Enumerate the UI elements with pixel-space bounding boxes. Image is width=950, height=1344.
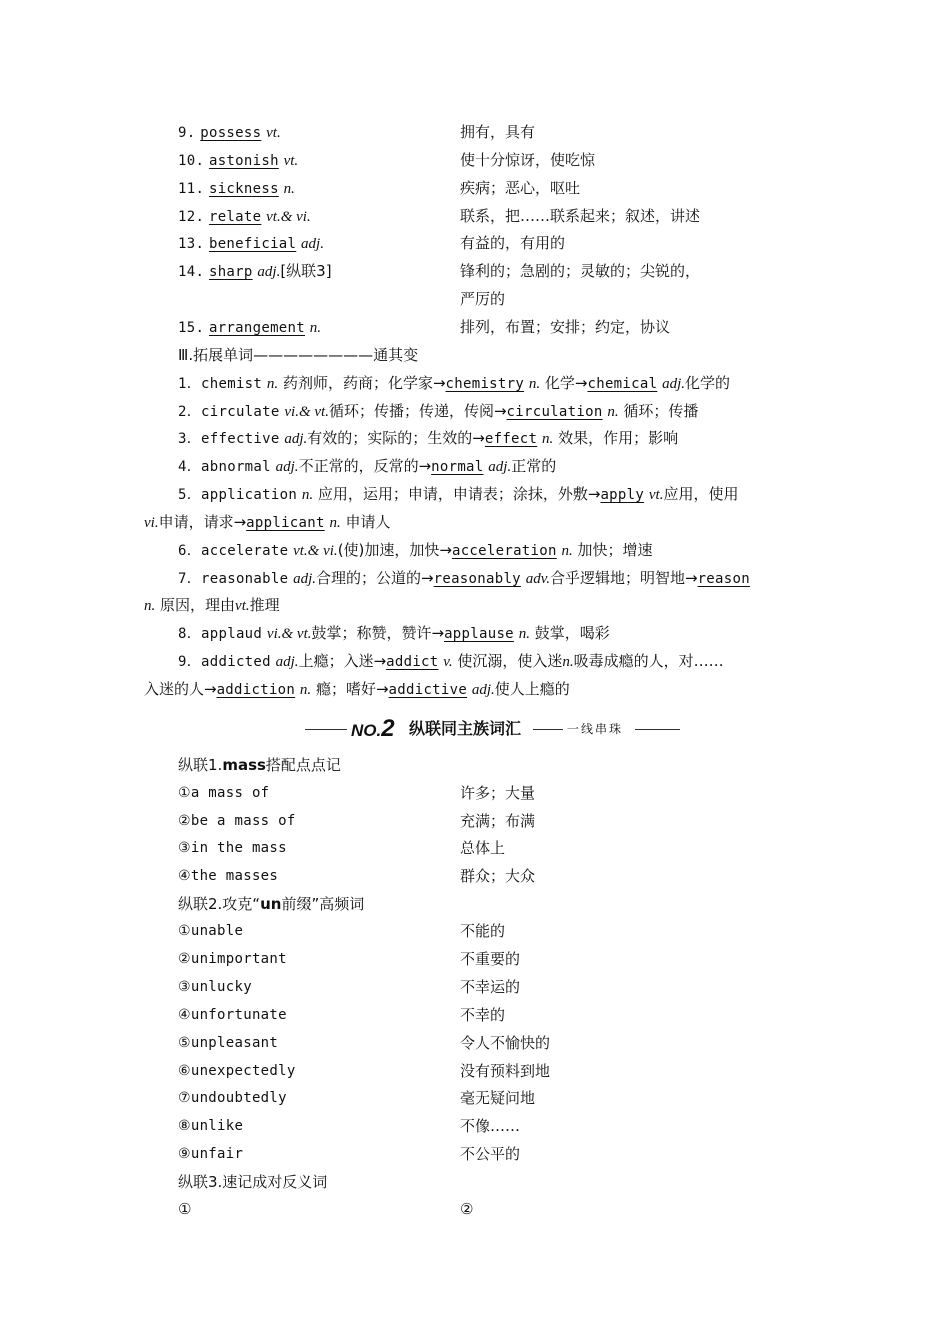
section-heading: Ⅲ.拓展单词————————通其变	[178, 346, 419, 364]
list-item: ① ②	[178, 1200, 474, 1218]
vocab-word: relate	[208, 209, 262, 225]
banner-rule-left	[305, 729, 347, 730]
section-banner	[305, 714, 680, 744]
expand-item: 5．application n. 应用，运用；申请，申请表；涂抹，外敷→apply vt.应用，使用	[178, 485, 739, 503]
list-item: ⑨unfair 不公平的	[178, 1145, 521, 1163]
list-item: ④the masses 群众；大众	[178, 867, 536, 885]
expand-item-continuation: n. 原因，理由vt.推理	[144, 596, 280, 614]
expand-item: 3．effective adj.有效的；实际的；生效的→effect n. 效果，作用；影响	[178, 429, 679, 447]
vocab-word: possess	[200, 125, 262, 141]
cross-reference: [纵联3]	[280, 262, 332, 280]
list-item: ⑧unlike 不像……	[178, 1117, 521, 1135]
expand-item: 6．accelerate vt.& vi.(使)加速，加快→acceleration n. 加快；增速	[178, 541, 653, 559]
expand-item: 4．abnormal adj.不正常的，反常的→normal adj.正常的	[178, 457, 557, 475]
expand-item: 2．circulate vi.& vt.循环；传播；传递，传阅→circulation n. 循环；传播	[178, 402, 699, 420]
expand-item: 9．addicted adj.上瘾；入迷→addict v. 使沉溺，使入迷n.吸毒成瘾的人，对……	[178, 652, 724, 670]
vocab-row: 15. arrangement n. 排列，布置；安排；约定，协议	[178, 318, 671, 336]
list-item: ②be a mass of 充满；布满	[178, 812, 536, 830]
list-item: ⑤unpleasant 令人不愉快的	[178, 1034, 551, 1052]
vocab-row: 14. sharp adj.[纵联3] 锋利的；急剧的；灵敏的；尖锐的，	[178, 262, 701, 280]
vocab-word: sickness	[208, 181, 279, 197]
expand-item-continuation: 入迷的人→addiction n. 瘾；嗜好→addictive adj.使人上瘾的	[144, 680, 570, 698]
list-item: ①a mass of 许多；大量	[178, 784, 536, 802]
vocab-row: 12. relate vt.& vi. 联系，把……联系起来；叙述，讲述	[178, 207, 701, 225]
banner-subtitle: 一线串珠	[567, 722, 624, 736]
vocab-word: arrangement	[208, 320, 305, 336]
list-item: ①unable 不能的	[178, 922, 506, 940]
banner-number: NO.2	[351, 715, 395, 742]
vocab-word: beneficial	[208, 236, 297, 252]
expand-item-continuation: vi.申请，请求→applicant n. 申请人	[144, 513, 391, 531]
vocab-row-continuation: 严厉的	[460, 290, 506, 308]
group-heading: 纵联3.速记成对反义词	[178, 1173, 328, 1191]
vocab-row: 9. possess vt. 拥有，具有	[178, 123, 536, 141]
banner-rule-right	[635, 729, 680, 730]
list-item: ③unlucky 不幸运的	[178, 978, 521, 996]
list-item: ②unimportant 不重要的	[178, 950, 521, 968]
list-item: ④unfortunate 不幸的	[178, 1006, 506, 1024]
expand-item: 7．reasonable adj.合理的；公道的→reasonably adv.合乎逻辑地；明智地→reason	[178, 569, 750, 587]
vocab-word: astonish	[208, 153, 279, 169]
group-heading: 纵联2.攻克“un前缀”高频词	[178, 895, 365, 913]
vocab-row: 10. astonish vt. 使十分惊讶，使吃惊	[178, 151, 596, 169]
list-item: ⑥unexpectedly 没有预料到地	[178, 1062, 551, 1080]
expand-item: 1．chemist n. 药剂师，药商；化学家→chemistry n. 化学→chemical adj.化学的	[178, 374, 731, 392]
banner-title: 纵联同主族词汇	[409, 719, 522, 738]
banner-rule-mid	[533, 729, 563, 730]
vocab-row: 11. sickness n. 疾病；恶心，呕吐	[178, 179, 581, 197]
list-item: ⑦undoubtedly 毫无疑问地	[178, 1089, 536, 1107]
expand-item: 8．applaud vi.& vt.鼓掌；称赞，赞许→applause n. 鼓掌，喝彩	[178, 624, 610, 642]
group-heading: 纵联1.mass搭配点点记	[178, 756, 341, 774]
vocab-row: 13. beneficial adj. 有益的，有用的	[178, 234, 566, 252]
vocab-word: sharp	[208, 264, 253, 280]
list-item: ③in the mass 总体上	[178, 839, 506, 857]
